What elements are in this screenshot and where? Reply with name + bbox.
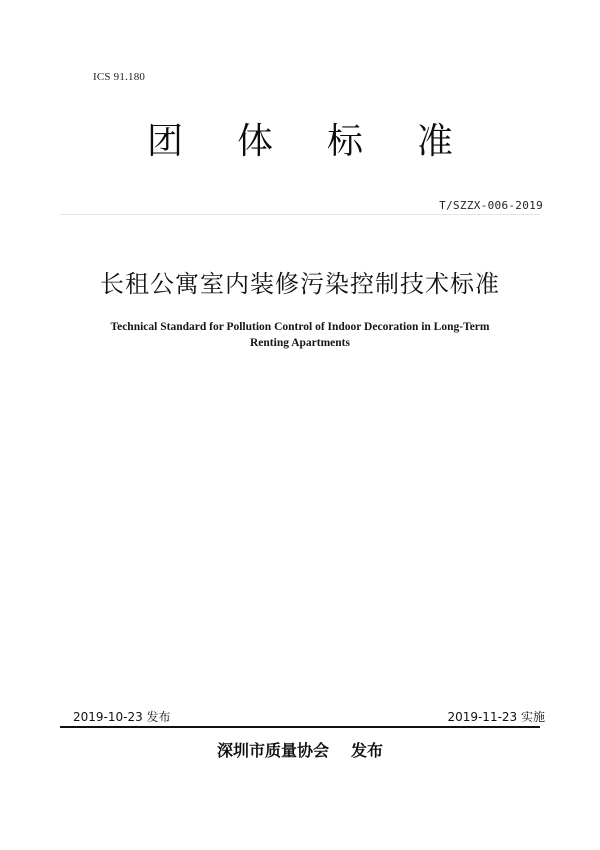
standard-number: T/SZZX-006-2019 [439, 199, 543, 212]
standard-title-english [95, 319, 505, 351]
publisher-organization: 深圳市质量协会 [216, 741, 329, 760]
document-type-char: 标 [326, 121, 363, 162]
bottom-divider [60, 726, 540, 728]
publisher-action: 发布 [351, 741, 384, 760]
title-english-line: Technical Standard for Pollution Control of Indoor Decoration in Long-Term [110, 321, 490, 333]
document-type-char: 团 [146, 121, 183, 162]
issue-date: 2019-10-23 发布 [73, 710, 171, 724]
document-type-heading [0, 121, 600, 162]
document-type-char: 体 [236, 121, 273, 162]
top-divider [60, 214, 540, 215]
implementation-date: 2019-11-23 实施 [447, 710, 545, 724]
document-type-char: 准 [416, 121, 453, 162]
title-english-line: Renting Apartments [250, 337, 350, 349]
ics-code: ICS 91.180 [93, 71, 146, 83]
publisher-line [0, 738, 600, 761]
standard-title-chinese: 长租公寓室内装修污染控制技术标准 [100, 270, 500, 298]
